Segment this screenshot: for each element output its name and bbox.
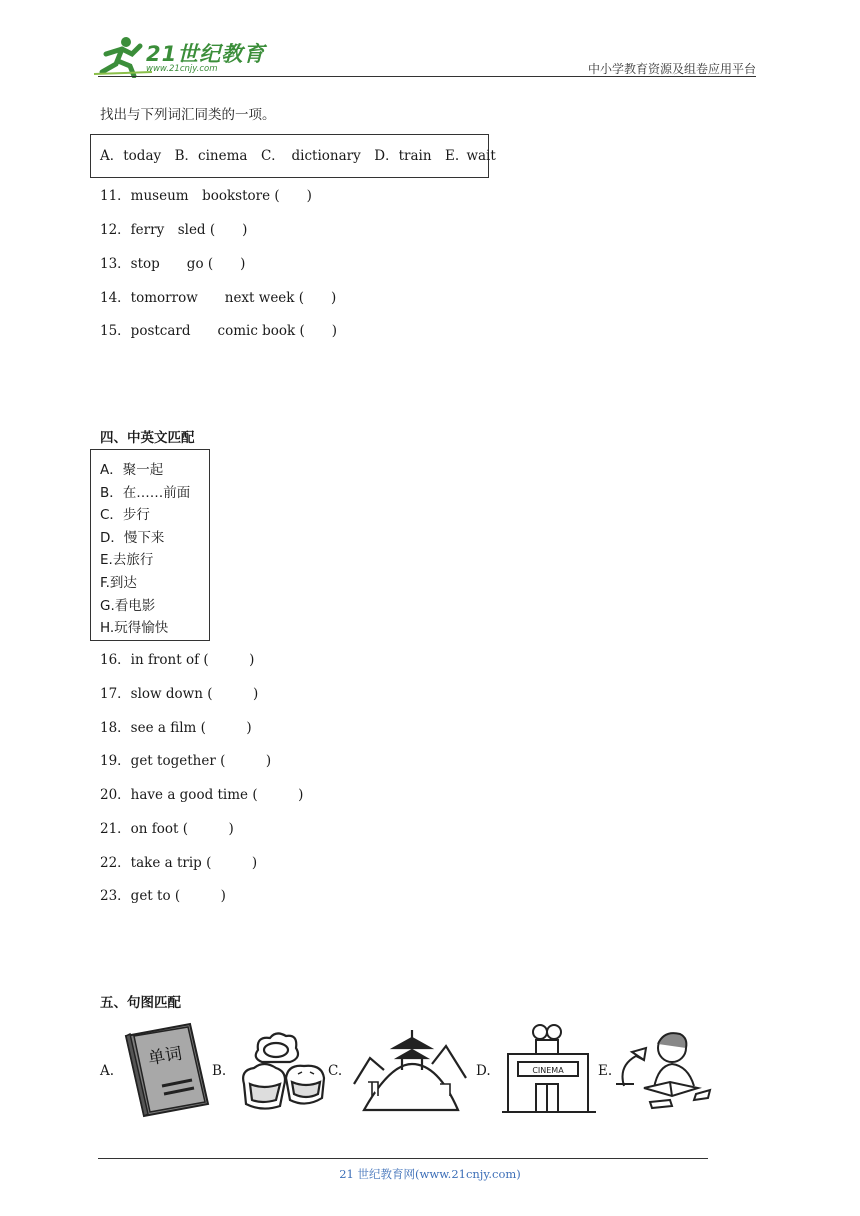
question-14: 14．tomorrow next week ( ) xyxy=(100,290,337,306)
mooncake-icon xyxy=(243,1033,324,1108)
question-15: 15．postcard comic book ( ) xyxy=(100,323,338,339)
question-20: 20．have a good time ( ) xyxy=(100,787,304,803)
footer-text: 21 世纪教育网(www.21cnjy.com) xyxy=(339,1167,521,1181)
cinema-image xyxy=(500,1022,600,1114)
question-18: 18．see a film ( ) xyxy=(100,720,252,736)
label-d: D. xyxy=(476,1063,491,1079)
choice-b: B．在……前面 xyxy=(100,485,191,501)
logo-url: www.21cnjy.com xyxy=(146,64,218,74)
mooncakes-image xyxy=(236,1028,332,1118)
cinema-sign-text: CINEMA xyxy=(532,1066,564,1075)
book-icon xyxy=(126,1024,208,1116)
question-17: 17．slow down ( ) xyxy=(100,686,259,702)
instruction-text: 找出与下列词汇同类的一项。 xyxy=(100,107,276,123)
student-reading-icon xyxy=(616,1033,710,1108)
question-16: 16．in front of ( ) xyxy=(100,652,255,668)
label-a: A. xyxy=(100,1063,115,1079)
question-11: 11．museum bookstore ( ) xyxy=(100,188,312,204)
label-e: E. xyxy=(598,1063,613,1079)
choice-d: D．慢下来 xyxy=(100,530,165,546)
header-divider xyxy=(98,76,756,77)
question-23: 23．get to ( ) xyxy=(100,888,226,904)
runner-logo-icon xyxy=(94,37,152,76)
label-c: C. xyxy=(328,1063,343,1079)
label-b: B. xyxy=(212,1063,227,1079)
platform-name: 中小学教育资源及组卷应用平台 xyxy=(587,62,756,76)
question-12: 12．ferry sled ( ) xyxy=(100,222,248,238)
park-pavilion-icon xyxy=(354,1030,466,1110)
choice-g: G.看电影 xyxy=(100,598,156,614)
logo-wordmark: 21世纪教育 xyxy=(146,42,266,66)
vocabulary-book-image xyxy=(122,1022,212,1118)
cinema-building-icon xyxy=(502,1025,596,1112)
footer-divider xyxy=(98,1158,708,1159)
question-19: 19．get together ( ) xyxy=(100,753,272,769)
question-21: 21．on foot ( ) xyxy=(100,821,234,837)
question-13: 13．stop go ( ) xyxy=(100,256,246,272)
choice-c: C．步行 xyxy=(100,507,150,523)
student-studying-image xyxy=(614,1026,714,1114)
options-line: A．today B．cinema C． dictionary D．train E. wait xyxy=(100,148,496,164)
choice-a: A．聚一起 xyxy=(100,462,164,478)
choice-f: F.到达 xyxy=(100,575,137,591)
pavilion-hill-image xyxy=(350,1024,470,1114)
book-title-text: 单词 xyxy=(146,1043,184,1070)
question-22: 22．take a trip ( ) xyxy=(100,855,258,871)
choice-h: H.玩得愉快 xyxy=(100,620,169,636)
section5-title: 五、句图匹配 xyxy=(100,995,181,1011)
choice-e: E.去旅行 xyxy=(100,552,154,568)
section4-title: 四、中英文匹配 xyxy=(100,430,195,446)
